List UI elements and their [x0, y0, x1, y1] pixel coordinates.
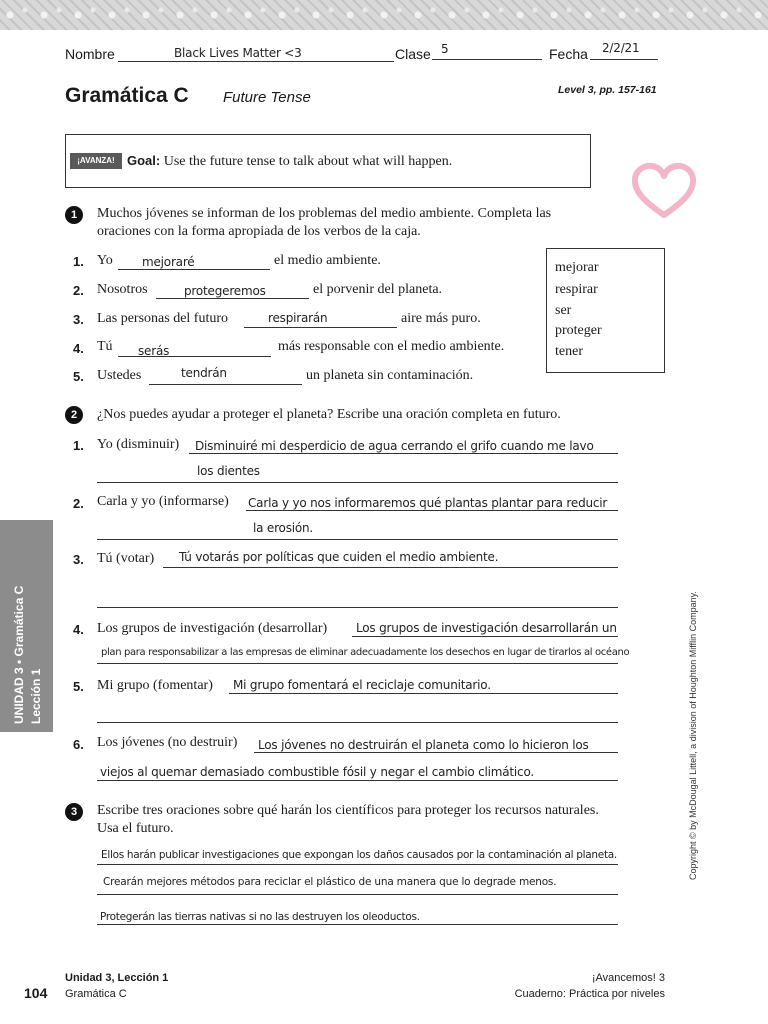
- word-box-item: proteger: [555, 323, 602, 338]
- page-title: Gramática C: [65, 84, 189, 107]
- s2-item-number: 1.: [73, 438, 84, 453]
- s1-item-number: 5.: [73, 369, 84, 384]
- footer-book: ¡Avancemos! 3: [591, 972, 665, 984]
- s1-item-prompt: Ustedes: [97, 368, 142, 383]
- side-tab-unit: UNIDAD 3 • Gramática C: [12, 585, 26, 724]
- section-2-instructions: ¿Nos puedes ayudar a proteger el planeta? Escribe una oración completa en futuro.: [97, 407, 561, 422]
- heart-sticker-icon: [630, 160, 698, 222]
- footer-lesson: Unidad 3, Lección 1: [65, 972, 169, 984]
- s2-answer-line[interactable]: [254, 737, 618, 753]
- goal-text: Use the future tense to talk about what will happen.: [163, 154, 453, 169]
- word-box-item: mejorar: [555, 260, 599, 275]
- s1-answer: tendrán: [181, 366, 227, 380]
- page-number: 104: [24, 985, 48, 1001]
- s1-answer: serás: [138, 344, 170, 358]
- s2-answer: Los jóvenes no destruirán el planeta como lo hicieron los: [258, 738, 589, 752]
- s2-answer: Mi grupo fomentará el reciclaje comunitario.: [233, 678, 491, 692]
- nombre-label: Nombre: [65, 46, 115, 62]
- s1-answer-field[interactable]: [118, 341, 271, 357]
- s2-item-number: 5.: [73, 679, 84, 694]
- s2-item-prompt: Los jóvenes (no destruir): [97, 735, 238, 750]
- s2-answer-line[interactable]: [189, 438, 618, 454]
- nombre-value: Black Lives Matter <3: [174, 46, 302, 60]
- s2-answer-line[interactable]: [97, 764, 618, 781]
- s3-answer: Ellos harán publicar investigaciones que expongan los daños causados por la contaminación al planeta.: [101, 849, 617, 861]
- s2-answer: viejos al quemar demasiado combustible fósil y negar el cambio climático.: [100, 765, 534, 779]
- s1-answer-field[interactable]: [156, 283, 309, 299]
- copyright-notice: Copyright © by McDougal Littell, a division of Houghton Mifflin Company.: [688, 591, 698, 880]
- s1-answer-field[interactable]: [244, 312, 397, 328]
- s2-answer: la erosión.: [253, 521, 314, 535]
- decorative-top-band: [0, 0, 768, 30]
- word-box-item: ser: [555, 303, 572, 318]
- s2-answer-line[interactable]: [97, 464, 618, 483]
- s2-answer: plan para responsabilizar a las empresas de eliminar adecuadamente los desechos en lugar de tirarlos al océano: [101, 647, 630, 658]
- s1-item-ending: un planeta sin contaminación.: [306, 368, 474, 383]
- s2-item-number: 2.: [73, 496, 84, 511]
- s2-item-number: 3.: [73, 552, 84, 567]
- s2-answer: Tú votarás por políticas que cuiden el medio ambiente.: [179, 550, 499, 564]
- goal-label: Goal:: [127, 153, 161, 168]
- s1-item-prompt: Nosotros: [97, 282, 148, 297]
- section-1-number: 1: [65, 206, 83, 224]
- s3-answer-line[interactable]: [97, 848, 618, 865]
- s1-item-ending: el porvenir del planeta.: [313, 282, 443, 297]
- s2-item-prompt: Carla y yo (informarse): [97, 494, 229, 509]
- section-3-instructions-line1: Escribe tres oraciones sobre qué harán los científicos para proteger los recursos naturales.: [97, 803, 599, 818]
- s1-answer-field[interactable]: [118, 254, 270, 270]
- s2-answer-line[interactable]: [246, 495, 618, 511]
- avanza-badge: ¡AVANZA!: [70, 153, 122, 169]
- s2-answer-line[interactable]: [97, 592, 618, 608]
- s2-answer: Carla y yo nos informaremos qué plantas plantar para reducir: [248, 496, 608, 510]
- s2-answer-line[interactable]: [97, 646, 630, 664]
- goal-statement: [127, 153, 452, 170]
- clase-field[interactable]: [432, 44, 542, 60]
- s1-item-number: 1.: [73, 254, 84, 269]
- s2-item-prompt: Tú (votar): [97, 551, 155, 566]
- s1-answer: mejoraré: [142, 255, 195, 269]
- s2-item-prompt: Yo (disminuir): [97, 437, 180, 452]
- s3-answer-line[interactable]: [97, 875, 618, 895]
- s1-answer: protegeremos: [184, 284, 266, 298]
- s1-item-number: 4.: [73, 341, 84, 356]
- footer-section: Gramática C: [65, 988, 127, 1000]
- word-box-item: respirar: [555, 282, 598, 297]
- s2-answer-line[interactable]: [97, 521, 618, 540]
- s1-item-ending: aire más puro.: [401, 311, 481, 326]
- s1-item-prompt: Las personas del futuro: [97, 311, 229, 326]
- s1-answer: respirarán: [268, 311, 328, 325]
- s2-item-prompt: Los grupos de investigación (desarrollar): [97, 621, 328, 636]
- clase-value: 5: [441, 42, 449, 56]
- s2-answer: los dientes: [197, 464, 260, 478]
- s2-answer: Los grupos de investigación desarrollarán un: [356, 621, 617, 635]
- fecha-field[interactable]: [590, 41, 658, 60]
- s1-answer-field[interactable]: [149, 366, 302, 385]
- section-3-instructions-line2: Usa el futuro.: [97, 821, 174, 836]
- s2-answer-line[interactable]: [97, 707, 618, 723]
- s2-answer-line[interactable]: [229, 678, 618, 694]
- side-tab: [0, 520, 53, 732]
- s2-item-prompt: Mi grupo (fomentar): [97, 678, 213, 693]
- clase-label: Clase: [395, 46, 431, 62]
- s1-item-ending: el medio ambiente.: [274, 253, 381, 268]
- fecha-value: 2/2/21: [602, 41, 640, 55]
- s1-item-prompt: Yo: [97, 253, 113, 268]
- section-3-number: 3: [65, 803, 83, 821]
- nombre-field[interactable]: [118, 46, 394, 62]
- s1-item-prompt: Tú: [97, 339, 113, 354]
- s1-item-number: 3.: [73, 312, 84, 327]
- s3-answer: Crearán mejores métodos para reciclar el plástico de una manera que lo degrade menos.: [103, 876, 557, 888]
- section-2-number: 2: [65, 406, 83, 424]
- s1-item-ending: más responsable con el medio ambiente.: [278, 339, 505, 354]
- s3-answer: Protegerán las tierras nativas si no las destruyen los oleoductos.: [100, 911, 420, 923]
- s1-item-number: 2.: [73, 283, 84, 298]
- s2-item-number: 6.: [73, 737, 84, 752]
- word-box-item: tener: [555, 344, 583, 359]
- page-subtitle: Future Tense: [223, 89, 311, 106]
- side-tab-lesson: Lección 1: [29, 668, 43, 724]
- s2-answer-line[interactable]: [163, 552, 618, 568]
- level-reference: Level 3, pp. 157-161: [558, 84, 657, 96]
- section-1-instructions-line2: oraciones con la forma apropiada de los verbos de la caja.: [97, 224, 421, 239]
- s3-answer-line[interactable]: [97, 911, 618, 925]
- s2-answer: Disminuiré mi desperdicio de agua cerrando el grifo cuando me lavo: [195, 439, 594, 453]
- s2-answer-line[interactable]: [352, 621, 618, 637]
- fecha-label: Fecha: [549, 46, 588, 62]
- section-1-instructions-line1: Muchos jóvenes se informan de los problemas del medio ambiente. Completa las: [97, 206, 552, 221]
- footer-workbook: Cuaderno: Práctica por niveles: [514, 988, 665, 1000]
- s2-item-number: 4.: [73, 622, 84, 637]
